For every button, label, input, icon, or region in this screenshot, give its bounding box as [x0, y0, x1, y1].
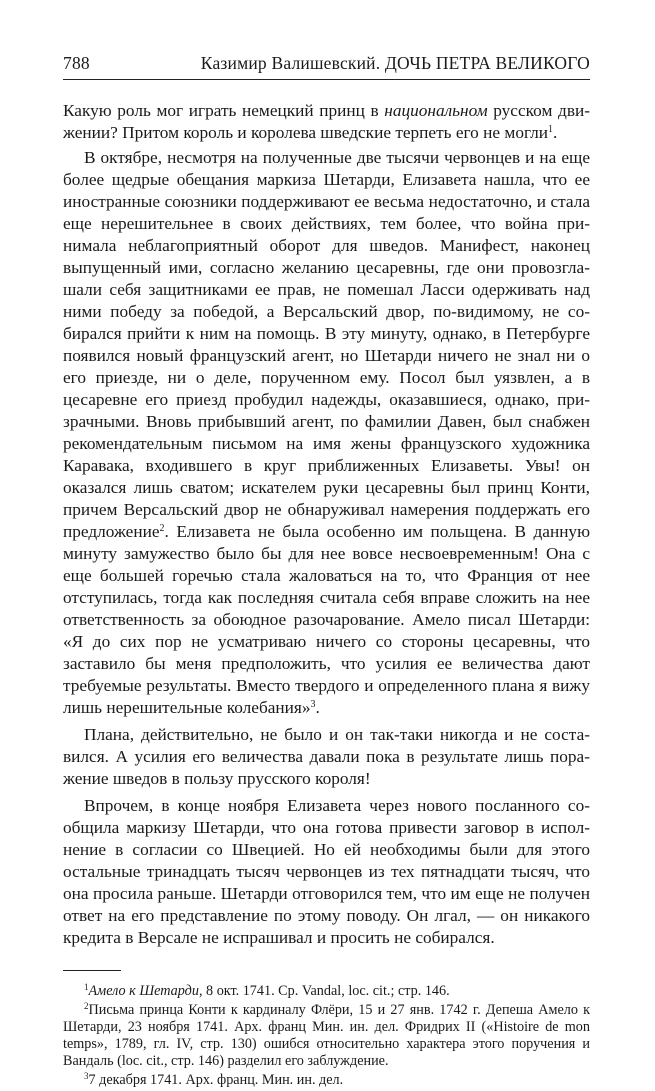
paragraph: Впрочем, в конце ноября Елизавета через нового посланного сообщила маркизу Шетарди, что она готова привести заговор в исполнение в согласии со Швецией. Но ей необходимы были для этого остальные тринадцать тысяч червонцев из тех пятнадцати тысяч, что она просила раньше. Шетарди отговорился тем, что им еще не получен ответ на его представление по этому поводу. Он лгал, — он никакого кредита в Версале не испрашивал и просить не собирался. — [63, 796, 590, 947]
paragraph: В октябре, несмотря на полученные две тысячи червонцев и на еще более щедрые обещания маркиза Шетарди, Елизавета нашла, что ее иностранные союзники поддерживают ее весьма недостаточно, и стала еще нерешительнее в своих действиях, тем более, что война принимала неблагоприятный оборот для шведов. Манифест, наконец выпущенный ими, согласно желанию цесаревны, где они провозглашали себя защитниками ее прав, не помешал Ласси одерживать над ними победу за победой, а Версальский двор, по-видимому, не собирался прийти к ним на помощь. В эту минуту, однако, в Петербурге появился новый французский агент, но Шетарди ничего не знал ни о его приезде, ни о деле, порученном ему. Посол был уязвлен, а в цесаревне его приезд пробудил надежды, оказавшиеся, однако, призрачными. Вновь прибывший агент, по фамилии Давен, был снабжен рекомендательным письмом на имя жены французского художника Каравака, входившего в круг приближенных Елизаветы. Увы! он оказался лишь сватом; искателем руки цесаревны был принц Конти, причем Версальский двор не обнаруживал намерения поддержать его предложение$^2$. Елизавета не была особенно им польщена. В данную минуту замужество было бы для нее вовсе несвоевременным! Она с еще большей горечью стала жаловаться на то, что Франция от нее отступилась, тогда как последняя считала себя вправе сложить на нее ответственность за обоюдное разочарование. Амело писал Шетарди: «Я до сих пор не усматриваю ничего со стороны цесаревны, что заставило бы меня предположить, что усилия ее величества дают требуемые результаты. Вместо твердого и определенного плана я вижу лишь нерешительные колебания»$^3$. — [63, 148, 590, 717]
footnote: $^1$Амело к Шетарди, 8 окт. 1741. Ср. Vandal, loc. cit.; стр. 146. — [84, 982, 450, 999]
footnote: $^2$Письма принца Конти к кардиналу Флёри, 15 и 27 янв. 1742 г. Депеша Амело к Шетарди, 23 ноября 1741. Арх. франц Мин. ин. дел. Фридрих II («Histoire de mon temps», 1789, гл. IV, стр. 130) ошибся относительно характера этого поручения и Вандаль (loc. cit., стр. 146) разделил его заблуждение. — [63, 1001, 590, 1069]
footnote-ref[interactable]: 2 — [159, 523, 165, 534]
book-page — [63, 52, 590, 1091]
footnotes — [63, 983, 590, 1089]
footnote-number: 1 — [84, 982, 89, 992]
footnote-number: 2 — [84, 1001, 89, 1011]
emphasis: национальном — [384, 101, 488, 120]
page-number: 788 — [63, 53, 90, 73]
footnote-ref[interactable]: 1 — [548, 124, 554, 135]
footnote-ref[interactable]: 3 — [310, 699, 316, 710]
main-text — [63, 100, 590, 949]
footnote: $^3$7 декабря 1741. Арх. франц. Мин. ин. дел. — [84, 1071, 344, 1088]
paragraph: Какую роль мог играть немецкий принц в национальном русском движении? Притом король и королева шведские терпеть его не могли$^1$. — [63, 101, 590, 142]
running-title: Казимир Валишевский. ДОЧЬ ПЕТРА ВЕЛИКОГО — [200, 53, 590, 73]
running-header — [63, 52, 590, 76]
footnote-rule — [63, 970, 121, 971]
footnote-number: 3 — [84, 1071, 89, 1081]
paragraph: Плана, действительно, не было и он так-таки никогда и не составился. А усилия его величества давали пока в результате лишь поражение шведов в пользу прусского короля! — [63, 725, 590, 788]
header-rule — [63, 79, 590, 80]
